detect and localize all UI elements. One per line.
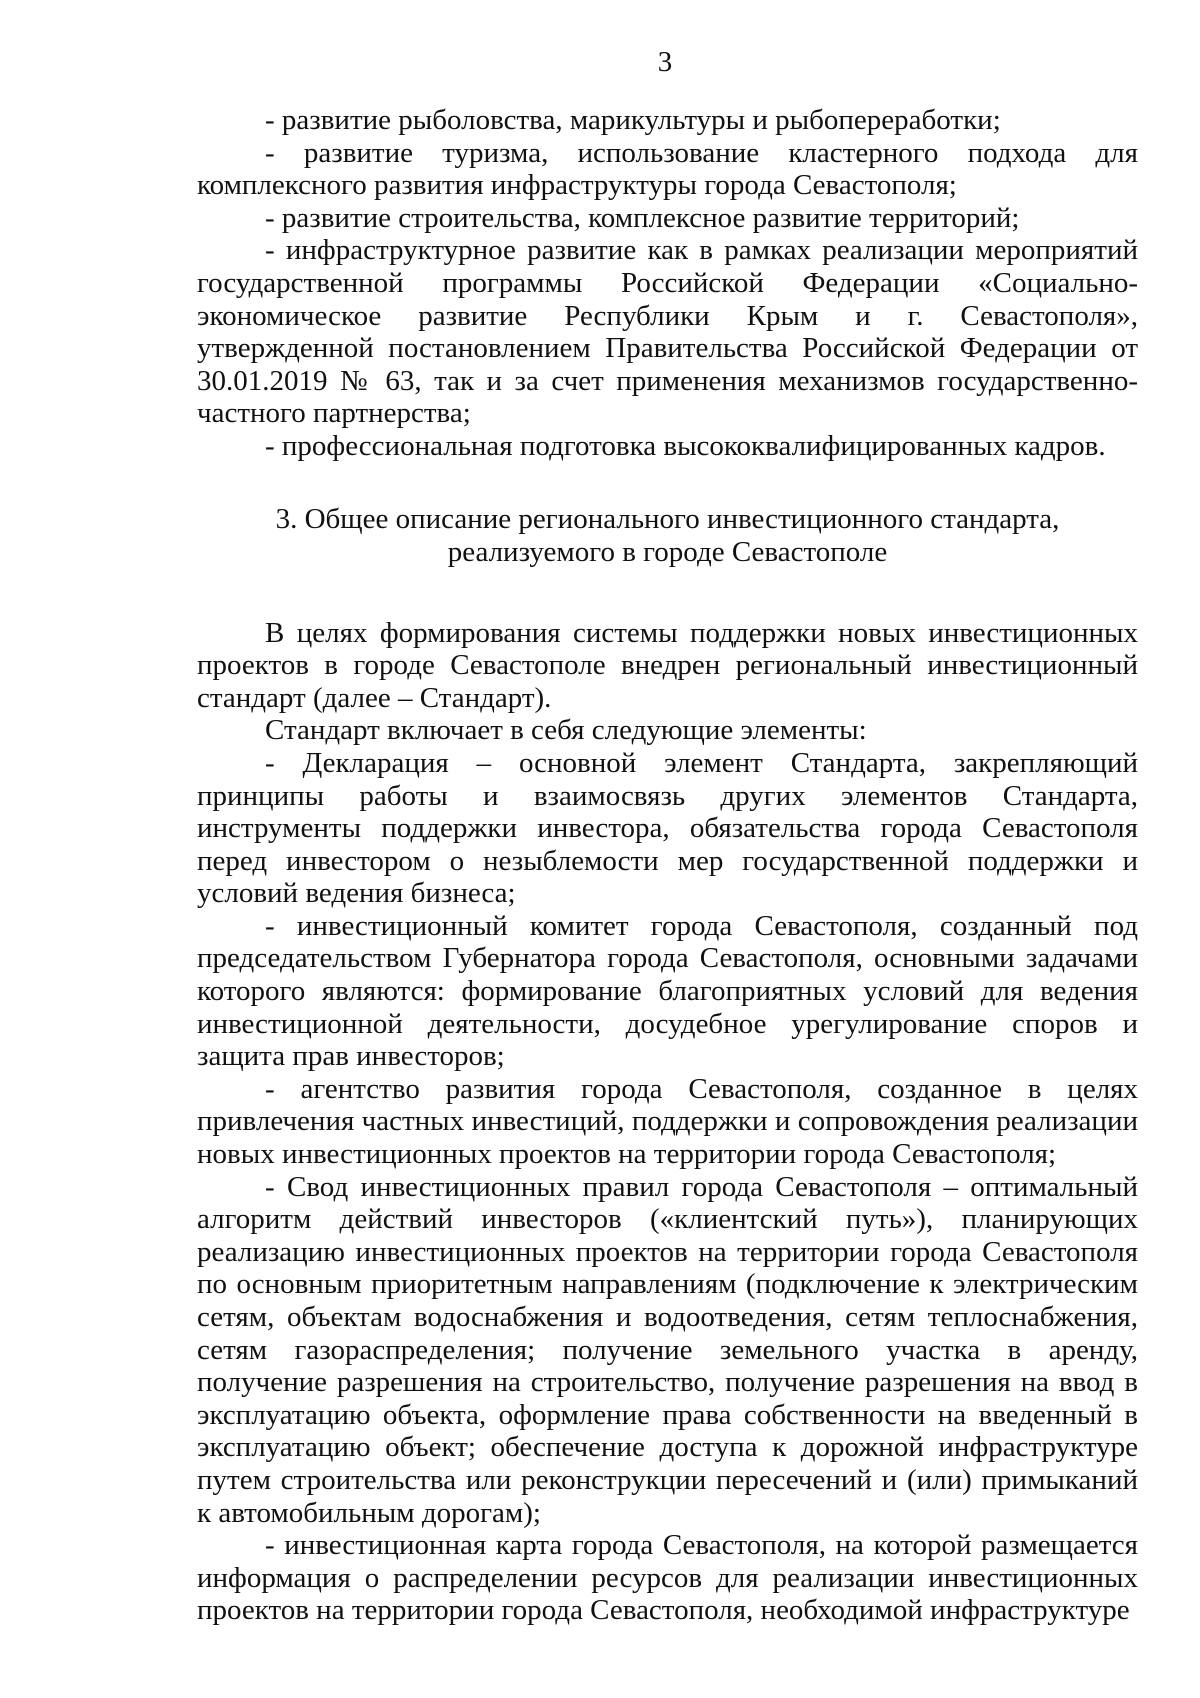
list-item: - профессиональная подготовка высококвалифицированных кадров.: [265, 429, 1106, 462]
body-paragraph: В целях формирования системы поддержки новых инвестиционных проектов в городе Севастополе внедрен региональный инвестиционный стандарт (далее – Стандарт).: [197, 616, 1138, 714]
section-heading-line-1: 3. Общее описание регионального инвестиционного стандарта,: [275, 502, 1060, 535]
list-item: - Свод инвестиционных правил города Севастополя – оптимальный алгоритм действий инвесторов («клиентский путь»), планирующих реализацию инвестиционных проектов на территории города Севастополя по основным приоритетным направлениям (подключение к электрическим сетям, объектам водоснабжения и водоотведения, сетям теплоснабжения, сетям газораспределения; получение земельного участка в аренду, получение разрешения на строительство, получение разрешения на ввод в эксплуатацию объекта, оформление права собственности на введенный в эксплуатацию объект; обеспечение доступа к дорожной инфраструктуре путем строительства или реконструкции пересечений и (или) примыканий к автомобильным дорогам);: [197, 1170, 1138, 1529]
section-heading-line-2: реализуемого в городе Севастополе: [447, 535, 888, 568]
list-item: - инвестиционный комитет города Севастополя, созданный под председательством Губернатора города Севастополя, основными задачами которого являются: формирование благоприятных условий для ведения инвестиционной деятельности, досудебное урегулирование споров и защита прав инвесторов;: [197, 909, 1138, 1073]
list-item: - развитие рыболовства, марикультуры и рыбопереработки;: [265, 104, 1001, 136]
list-item: - агентство развития города Севастополя, созданное в целях привлечения частных инвестиций, поддержки и сопровождения реализации новых инвестиционных проектов на территории города Севастополя;: [197, 1072, 1138, 1171]
list-item: - развитие туризма, использование кластерного подхода для комплексного развития инфраструктуры города Севастополя;: [197, 136, 1138, 202]
list-item: - Декларация – основной элемент Стандарта, закрепляющий принципы работы и взаимосвязь других элементов Стандарта, инструменты поддержки инвестора, обязательства города Севастополя перед инвестором о незыблемости мер государственной поддержки и условий ведения бизнеса;: [197, 746, 1138, 910]
section-heading: [197, 503, 1138, 569]
list-item: - развитие строительства, комплексное развитие территорий;: [265, 201, 1020, 234]
document-body: [197, 104, 1138, 1627]
list-item: - инвестиционная карта города Севастополя, на которой размещается информация о распределении ресурсов для реализации инвестиционных проектов на территории города Севастополя, необходимой инфраструктуре: [197, 1529, 1138, 1627]
page-number: 3: [657, 46, 673, 78]
list-item: - инфраструктурное развитие как в рамках реализации мероприятий государственной программы Российской Федерации «Социально-экономическое развитие Республики Крым и г. Севастополя», утвержденной постановлением Правительства Российской Федерации от 30.01.2019 № 63, так и за счет применения механизмов государственно-частного партнерства;: [197, 234, 1138, 430]
body-paragraph: Стандарт включает в себя следующие элементы:: [265, 714, 867, 747]
